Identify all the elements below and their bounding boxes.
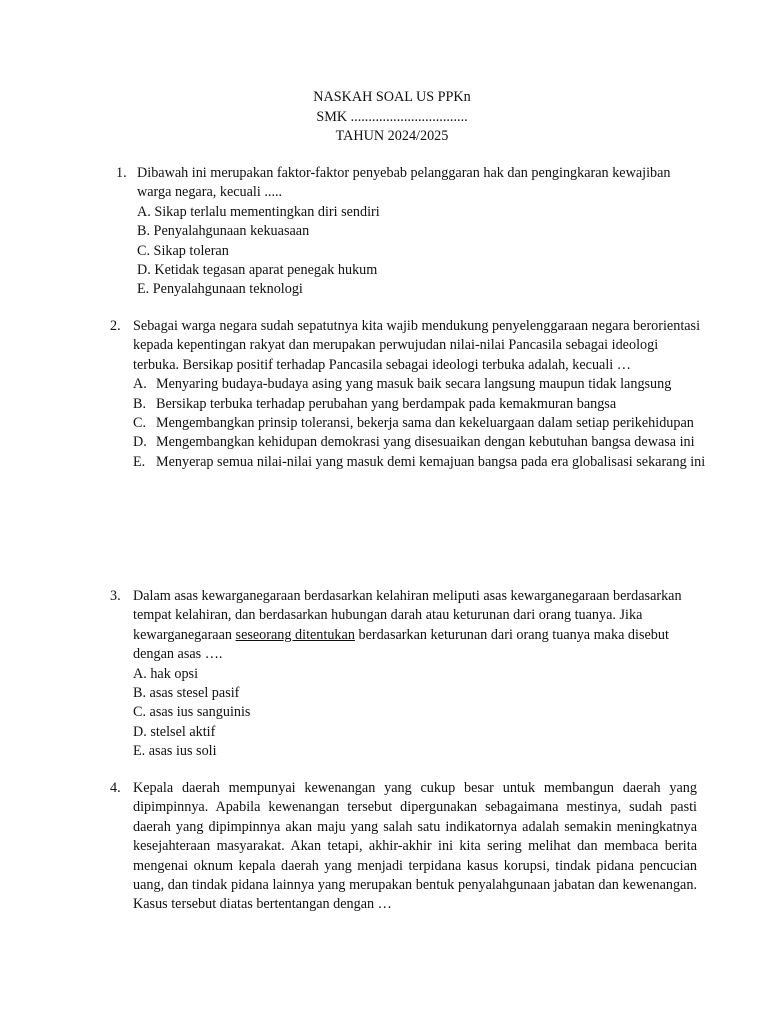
school-year: TAHUN 2024/2025	[335, 128, 449, 144]
option-letter: E.	[133, 453, 146, 470]
question-stem	[133, 587, 699, 665]
question-stem: Kepala daerah mempunyai kewenangan yang cukup besar untuk membangun daerah yang dipimpinnya. Apabila kewenangan tersebut dipergunakan sebagaimana mestinya, sudah pasti daerah yang dipimpinnya akan maju yang salah satu indikatornya adalah semakin meningkatnya kesejahteraan masyarakat. Akan tetapi, akhir-akhir ini kita sering melihat dan membaca berita mengenai oknum kepala daerah yang menjadi terpidana kasus korupsi, tindak pidana pencucian uang, dan tindak pidana lainnya yang merupakan bentuk penyalahgunaan jabatan dan kewenangan. Kasus tersebut diatas bertentangan dengan …	[133, 780, 697, 913]
question-number: 4.	[110, 780, 121, 796]
option-letter: A.	[133, 376, 147, 393]
option-letter: B.	[133, 395, 147, 412]
document-title: NASKAH SOAL US PPKn	[313, 89, 471, 105]
option-c	[133, 414, 707, 433]
option-text: Bersikap terbuka terhadap perubahan yang berdampak pada kemakmuran bangsa	[156, 395, 617, 412]
question-3	[110, 587, 699, 762]
stem-text-before: Dalam asas kewarganegaraan berdasarkan kelahiran meliputi asas kewarganegaraan berdasarkan tempat kelahiran, dan berdasarkan hubungan darah atau keturunan dari orang tuanya. Jika kewarganegaraan	[133, 588, 682, 643]
question-4	[110, 779, 697, 915]
question-1	[116, 164, 697, 300]
option-d: D. stelsel aktif	[133, 723, 216, 740]
option-b: B. Penyalahgunaan kekuasaan	[137, 223, 310, 240]
option-text: Menyaring budaya-budaya asing yang masuk baik secara langsung maupun tidak langsung	[156, 376, 672, 393]
document-header	[0, 88, 768, 147]
option-a: A. hak opsi	[133, 665, 199, 682]
question-stem: Dibawah ini merupakan faktor-faktor penyebab pelanggaran hak dan pengingkaran kewajiban warga negara, kecuali .....	[137, 165, 671, 201]
question-number: 3.	[110, 588, 121, 604]
option-a	[133, 375, 707, 394]
option-e: E. Penyalahgunaan teknologi	[137, 281, 303, 298]
question-stem: Sebagai warga negara sudah sepatutnya kita wajib mendukung penyelenggaraan negara berorientasi kepada kepentingan rakyat dan merupakan perwujudan nilai-nilai Pancasila sebagai ideologi terbuka. Bersikap positif terhadap Pancasila sebagai ideologi terbuka adalah, kecuali …	[133, 318, 701, 373]
question-2	[110, 317, 707, 472]
option-text: Menyerap semua nilai-nilai yang masuk demi kemajuan bangsa pada era globalisasi sekarang ini	[156, 453, 706, 470]
option-b	[133, 395, 707, 414]
option-c: C. asas ius sanguinis	[133, 704, 251, 721]
question-number: 2.	[110, 318, 121, 334]
question-number: 1.	[116, 165, 127, 181]
option-d	[133, 433, 707, 452]
stem-underlined-text: seseorang ditentukan	[235, 626, 355, 643]
stem-text-after: berdasarkan keturunan dari orang tuanya maka disebut dengan asas ….	[133, 626, 669, 663]
option-e: E. asas ius soli	[133, 743, 217, 760]
option-d: D. Ketidak tegasan aparat penegak hukum	[137, 262, 378, 279]
option-letter: C.	[133, 415, 147, 432]
school-name: SMK .................................	[316, 108, 468, 125]
option-text: Mengembangkan prinsip toleransi, bekerja sama dan kekeluargaan dalam setiap perikehidupan	[156, 415, 694, 432]
option-e	[133, 453, 707, 472]
option-b: B. asas stesel pasif	[133, 685, 240, 702]
option-a: A. Sikap terlalu mementingkan diri sendiri	[137, 203, 380, 220]
option-text: Mengembangkan kehidupan demokrasi yang disesuaikan dengan kebutuhan bangsa dewasa ini	[156, 434, 695, 451]
option-letter: D.	[133, 434, 147, 451]
option-c: C. Sikap toleran	[137, 242, 229, 259]
